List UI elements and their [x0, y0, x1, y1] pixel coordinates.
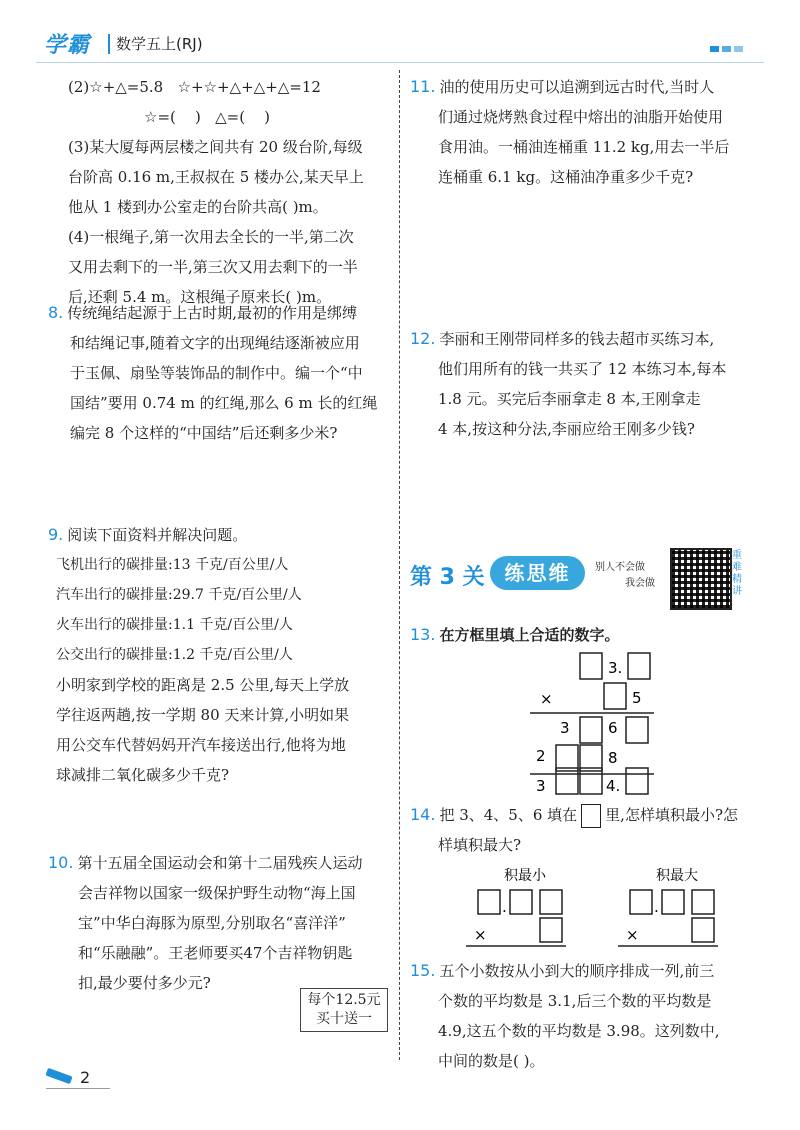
blank-box-icon — [581, 804, 601, 828]
q9-data-line: 火车出行的碳排量:1.1 千克/百公里/人 — [56, 617, 293, 633]
q7-part4-line: (4)一根绳子,第一次用去全长的一半,第二次 — [68, 228, 354, 246]
question-14 — [410, 800, 770, 860]
q9-title: 阅读下面资料并解决问题。 — [67, 526, 248, 544]
question-9 — [48, 520, 394, 790]
q7-part4-line: 又用去剩下的一半,第三次又用去剩下的一半 — [68, 258, 358, 276]
qr-code-icon[interactable] — [670, 548, 732, 610]
q7-part3-line: 他从 1 楼到办公室走的台阶共高( )m。 — [68, 198, 328, 216]
q7-part3 — [68, 132, 364, 222]
answer-box[interactable] — [692, 918, 714, 942]
footer-rule — [46, 1088, 110, 1089]
price-note-box — [300, 988, 388, 1032]
q14-line: 里,怎样填积最小?怎 — [605, 806, 738, 824]
header-square-icon — [734, 46, 743, 52]
q9-line: 球减排二氧化碳多少千克? — [56, 766, 230, 784]
header-square-icon — [710, 46, 719, 52]
column-divider — [399, 70, 400, 1060]
q9-data-line: 汽车出行的碳排量:29.7 千克/百公里/人 — [56, 587, 302, 603]
question-12 — [410, 324, 770, 444]
question-11 — [410, 72, 770, 192]
q11-line: 油的使用历史可以追溯到远古时代,当时人 — [439, 78, 715, 96]
q9-line: 用公交车代替妈妈开汽车接送出行,他将为地 — [56, 736, 346, 754]
decimal-point: . — [654, 898, 659, 916]
answer-box[interactable] — [540, 890, 562, 914]
answer-box[interactable] — [510, 890, 532, 914]
decimal-point: . — [502, 898, 507, 916]
question-number: 13. — [410, 625, 436, 644]
puzzle-digit: 3 — [560, 719, 570, 737]
question-number: 8. — [48, 303, 64, 322]
q12-line: 李丽和王刚带同样多的钱去超市买练习本, — [439, 330, 715, 348]
times-sign: × — [540, 690, 553, 708]
q15-line: 中间的数是( )。 — [438, 1052, 545, 1070]
q12-line: 1.8 元。买完后李丽拿走 8 本,王刚拿走 — [438, 390, 701, 408]
section-tag: 练思维 — [490, 556, 585, 590]
answer-box[interactable] — [556, 745, 578, 771]
q12-line: 他们用所有的钱一共买了 12 本练习本,每本 — [438, 360, 727, 378]
q8-line: 和结绳记事,随着文字的出现绳结逐渐被应用 — [70, 334, 360, 352]
q12-line: 4 本,按这种分法,李丽应给王刚多少钱? — [438, 420, 695, 438]
max-label: 积最大 — [656, 868, 698, 884]
answer-box[interactable] — [580, 717, 602, 743]
answer-box[interactable] — [604, 683, 626, 709]
q10-line: 会吉祥物以国家一级保护野生动物“海上国 — [78, 884, 356, 902]
answer-box[interactable] — [580, 653, 602, 679]
header-rule — [36, 62, 764, 63]
pencil-icon — [45, 1068, 72, 1084]
times-sign: × — [626, 926, 639, 944]
q14-line: 样填积最大? — [438, 836, 522, 854]
q8-line: 国结”要用 0.74 m 的红绳,那么 6 m 长的红绳 — [70, 394, 378, 412]
question-number: 11. — [410, 77, 436, 96]
answer-box[interactable] — [626, 768, 648, 794]
answer-box[interactable] — [626, 717, 648, 743]
answer-box[interactable] — [662, 890, 684, 914]
q14-product-puzzles — [460, 860, 760, 952]
q9-data-line: 公交出行的碳排量:1.2 千克/百公里/人 — [56, 647, 293, 663]
q15-line: 个数的平均数是 3.1,后三个数的平均数是 — [438, 992, 712, 1010]
min-label: 积最小 — [504, 868, 546, 884]
puzzle-digit: 4. — [606, 777, 621, 795]
q7-part2-line1: (2)☆+△=5.8 ☆+☆+△+△+△=12 — [68, 78, 321, 96]
header-square-icon — [722, 46, 731, 52]
question-number: 12. — [410, 329, 436, 348]
page-header — [0, 0, 800, 70]
section-note: 我会做 — [625, 578, 655, 589]
answer-box[interactable] — [692, 890, 714, 914]
price-note-line: 买十送一 — [316, 1011, 372, 1027]
q10-line: 宝”中华白海豚为原型,分别取名“喜洋洋” — [78, 914, 346, 932]
q15-line: 4.9,这五个数的平均数是 3.98。这列数中, — [438, 1022, 720, 1040]
puzzle-digit: 6 — [608, 719, 618, 737]
q10-line: 和“乐融融”。王老师要买47个吉祥物钥匙 — [78, 944, 353, 962]
q7-part2-line2: ☆=( ) △=( ) — [144, 108, 270, 126]
answer-box[interactable] — [630, 890, 652, 914]
puzzle-digit: 2 — [536, 747, 546, 765]
q7-part3-line: (3)某大厦每两层楼之间共有 20 级台阶,每级 — [68, 138, 363, 156]
brand-logo: 学霸 — [44, 33, 91, 58]
q8-line: 于玉佩、扇坠等装饰品的制作中。编一个“中 — [70, 364, 363, 382]
q13-multiplication-puzzle — [520, 650, 660, 795]
q7-part3-line: 台阶高 0.16 m,王叔叔在 5 楼办公,某天早上 — [68, 168, 364, 186]
page-number: 2 — [80, 1068, 91, 1087]
answer-box[interactable] — [478, 890, 500, 914]
question-number: 10. — [48, 853, 74, 872]
q14-line: 把 3、4、5、6 填在 — [439, 806, 578, 824]
question-number: 14. — [410, 805, 436, 824]
price-note-line: 每个12.5元 — [307, 992, 381, 1008]
q8-line: 编完 8 个这样的“中国结”后还剩多少米? — [70, 424, 338, 442]
question-number: 15. — [410, 961, 436, 980]
question-8 — [48, 298, 394, 448]
q10-line: 扣,最少要付多少元? — [78, 974, 211, 992]
section-banner — [410, 548, 800, 612]
times-sign: × — [474, 926, 487, 944]
q9-data-line: 飞机出行的碳排量:13 千克/百公里/人 — [56, 557, 289, 573]
question-number: 9. — [48, 525, 64, 544]
puzzle-digit: 3 — [536, 777, 546, 795]
section-title: 第 3 关 — [410, 565, 485, 590]
q9-line: 小明家到学校的距离是 2.5 公里,每天上学放 — [56, 676, 350, 694]
q7-part4-line: 后,还剩 5.4 m。这根绳子原来长( )m。 — [68, 288, 332, 306]
qr-label: 重难精讲 — [732, 550, 742, 597]
answer-box[interactable] — [540, 918, 562, 942]
puzzle-digit: 3. — [608, 659, 623, 677]
q15-line: 五个小数按从小到大的顺序排成一列,前三 — [439, 962, 715, 980]
answer-box[interactable] — [580, 768, 602, 794]
puzzle-digit: 5 — [632, 689, 642, 707]
q11-line: 食用油。一桶油连桶重 11.2 kg,用去一半后 — [438, 138, 730, 156]
answer-box[interactable] — [556, 768, 578, 794]
question-13-header — [410, 620, 770, 650]
q8-line: 传统绳结起源于上古时期,最初的作用是绑缚 — [67, 304, 358, 322]
q11-line: 们通过烧烤熟食过程中熔出的油脂开始使用 — [438, 108, 724, 126]
question-15 — [410, 956, 770, 1076]
q13-text: 在方框里填上合适的数字。 — [439, 626, 620, 644]
answer-box[interactable] — [628, 653, 650, 679]
q9-line: 学往返两趟,按一学期 80 天来计算,小明如果 — [56, 706, 350, 724]
question-10 — [48, 848, 394, 998]
puzzle-digit: 8 — [608, 749, 618, 767]
section-note: 别人不会做 — [595, 562, 645, 573]
q11-line: 连桶重 6.1 kg。这桶油净重多少千克? — [438, 168, 694, 186]
answer-box[interactable] — [580, 745, 602, 771]
subject-label: 数学五上(RJ) — [116, 35, 203, 53]
q10-line: 第十五届全国运动会和第十二届残疾人运动 — [77, 854, 363, 872]
logo-divider — [108, 34, 110, 54]
